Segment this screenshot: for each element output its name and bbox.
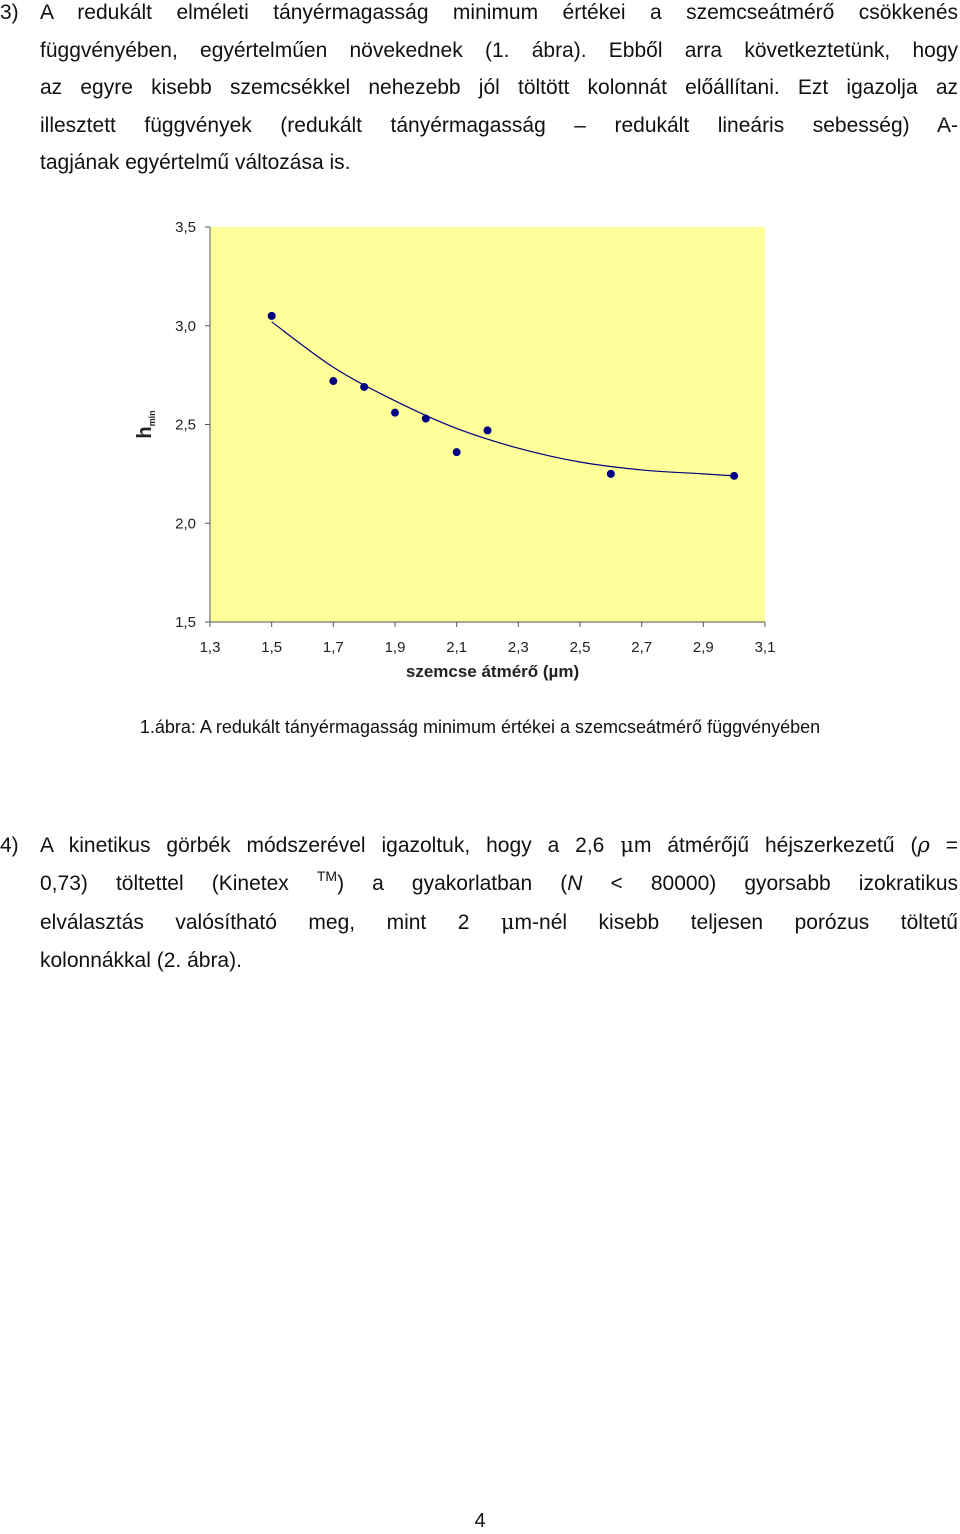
x-tick-label: 1,7 — [322, 639, 344, 656]
figure-caption: 1.ábra: A redukált tányérmagasság minimum értékei a szemcseátmérő függvényében — [139, 717, 821, 737]
x-axis-title: szemcse átmérő (µm) — [405, 662, 580, 681]
data-point — [329, 377, 337, 385]
x-tick-label: 2,1 — [446, 639, 468, 656]
text-run: < 80000) gyorsabb izokratikus — [582, 871, 958, 895]
text-run: = — [929, 834, 958, 857]
text-run: m-nél kisebb teljesen porózus töltetű — [514, 911, 958, 934]
paragraph-line: illesztett függvények (redukált tányérmagasság – redukált lineáris sebesség) A- — [40, 113, 958, 137]
plot-area — [210, 227, 765, 622]
x-tick-label: 2,7 — [631, 639, 653, 656]
data-point — [453, 448, 461, 456]
data-point — [268, 312, 276, 320]
paragraph-line: az egyre kisebb szemcsékkel nehezebb jól töltött kolonnát előállítani. Ezt igazolja az — [40, 76, 958, 99]
data-point — [360, 383, 368, 391]
x-tick-label: 2,5 — [569, 639, 591, 656]
trademark-superscript: TM — [316, 867, 338, 884]
paragraph-4-body — [40, 827, 958, 979]
data-point — [422, 415, 430, 423]
paragraph-3-body — [40, 0, 958, 182]
mu-symbol: μ — [500, 910, 515, 934]
mu-symbol: μ — [620, 833, 634, 857]
x-tick-label: 2,3 — [507, 639, 529, 656]
figure-chart — [125, 210, 790, 690]
text-run: ) a gyakorlatban ( — [337, 871, 568, 895]
x-tick-label: 1,5 — [261, 639, 283, 656]
data-point — [607, 470, 615, 478]
y-tick-label: 2,0 — [175, 515, 196, 533]
x-tick-label: 1,3 — [199, 639, 221, 656]
x-tick-label: 1,9 — [384, 639, 406, 656]
data-point — [730, 472, 738, 480]
text-run: m átmérőjű héjszerkezetű ( — [633, 834, 918, 857]
x-tick-label: 3,1 — [754, 639, 776, 656]
y-tick-label: 3,0 — [175, 317, 196, 335]
paragraph-line — [40, 827, 958, 865]
data-point — [391, 409, 399, 417]
y-axis-label: $h_{min}$ — [134, 410, 157, 439]
y-axis-title — [134, 410, 157, 438]
paragraph-number: 3) — [0, 1, 19, 24]
text-run: 0,73) töltettel (Kinetex — [40, 871, 317, 895]
y-tick-label: 2,5 — [175, 416, 196, 434]
x-tick-label: 2,9 — [692, 639, 714, 656]
paragraph-line: függvényében, egyértelműen növekednek (1. ábra). Ebből arra következtetünk, hogy — [40, 38, 958, 62]
y-tick-label: 1,5 — [175, 614, 196, 631]
paragraph-line: kolonnákkal (2. ábra). — [40, 948, 242, 972]
paragraph-line: tagjának egyértelmű változása is. — [40, 151, 351, 174]
data-point — [484, 426, 492, 434]
paragraph-line — [40, 904, 958, 942]
scatter-chart — [125, 210, 790, 690]
text-run: elválasztás valósítható meg, mint 2 — [40, 911, 501, 934]
y-tick-label: 3,5 — [175, 219, 196, 236]
paragraph-line — [40, 865, 958, 905]
n-symbol: N — [567, 871, 583, 895]
paragraph-number: 4) — [0, 834, 19, 857]
text-run: A kinetikus görbék módszerével igazoltuk, hogy a 2,6 — [40, 834, 621, 857]
rho-symbol: ρ — [917, 833, 930, 857]
paragraph-line: A redukált elméleti tányérmagasság minimum értékei a szemcseátmérő csökkenés — [40, 1, 958, 24]
page-number: 4 — [474, 1510, 486, 1532]
